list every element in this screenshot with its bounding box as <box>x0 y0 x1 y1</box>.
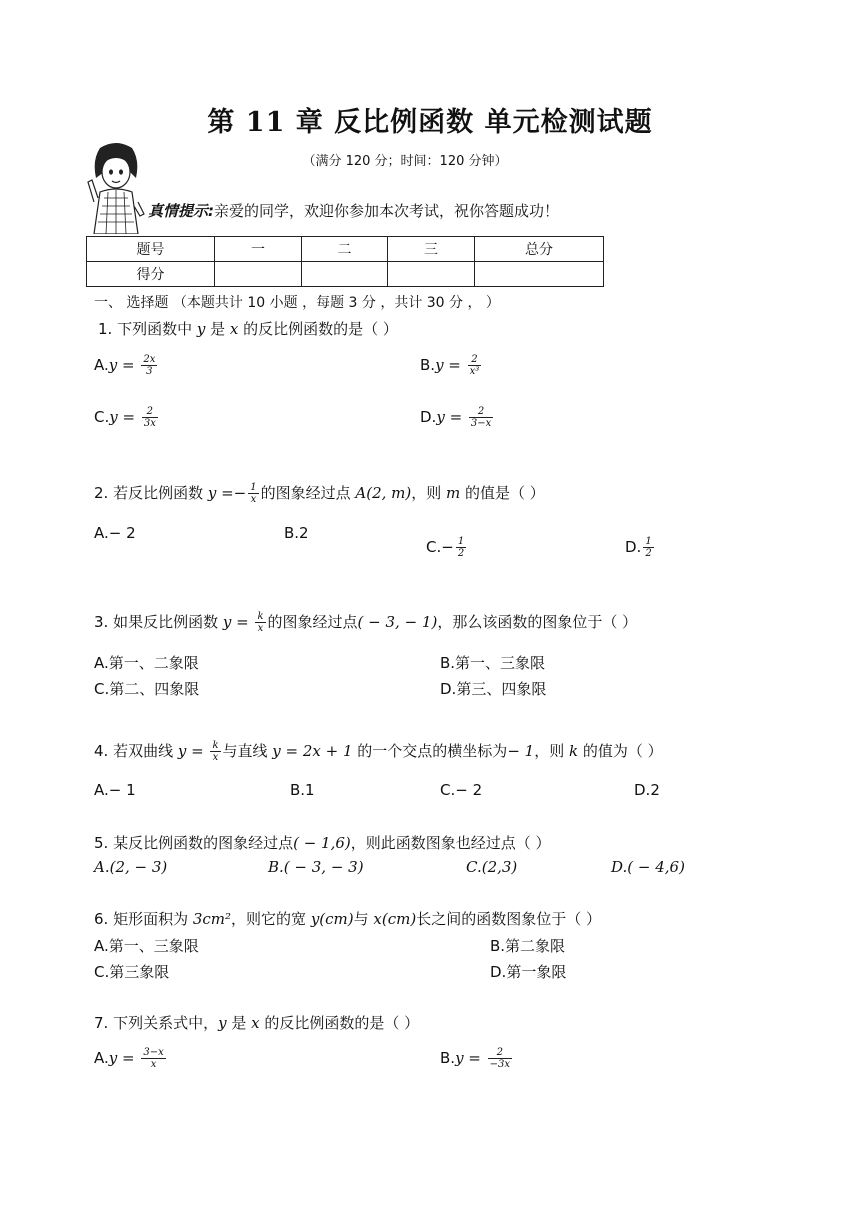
q3-text: 3. 如果反比例函数 <box>94 613 223 631</box>
q5-text: 5. 某反比例函数的图象经过点 <box>94 834 294 852</box>
q7-text: 7. 下列关系式中， <box>94 1014 219 1032</box>
q7-y: y <box>218 1014 227 1032</box>
fraction <box>248 482 258 505</box>
question-7 <box>94 1012 419 1033</box>
question-2 <box>94 482 545 505</box>
fraction <box>469 406 493 429</box>
question-5 <box>94 832 551 853</box>
q4-value: − 1 <box>507 742 535 760</box>
tip-text: 亲爱的同学，欢迎你参加本次考试，祝你答题成功！ <box>214 202 560 220</box>
q4-option-a: A.− 1 <box>94 781 136 799</box>
table-cell <box>302 262 388 287</box>
q4-text-post: 的值为（ ） <box>578 742 663 760</box>
q3-text-mid: 的图象经过点 <box>267 613 358 631</box>
q4-text: 4. 若双曲线 <box>94 742 178 760</box>
option-label: C. <box>94 408 110 426</box>
numerator: k <box>212 740 219 751</box>
denominator: 2 <box>457 548 465 559</box>
q5-option-b: B.( − 3, − 3) <box>268 858 364 876</box>
q6-text-post: 长之间的函数图象位于（ ） <box>416 910 601 928</box>
table-cell: 三 <box>388 237 475 262</box>
table-cell: 总分 <box>475 237 604 262</box>
fraction <box>488 1047 512 1070</box>
q5-option-a: A.(2, − 3) <box>94 858 168 876</box>
q6-option-b: B.第二象限 <box>490 937 566 955</box>
fraction <box>643 536 653 559</box>
tip-label: 真情提示: <box>148 202 214 220</box>
q2-option-b: B.2 <box>284 524 309 542</box>
q6-option-c: C.第三象限 <box>94 963 170 981</box>
page-subtitle: （满分 120 分；时间：120 分钟） <box>302 154 508 169</box>
q2-text-post: 的值是（ ） <box>460 484 545 502</box>
q6-option-d: D.第一象限 <box>490 963 567 981</box>
numerator: 2x <box>143 354 156 365</box>
option-lhs: y = <box>435 356 466 374</box>
table-cell <box>388 262 475 287</box>
section-heading: 一、 选择题 （本题共计 10 小题 ，每题 3 分 ，共计 30 分 ， ） <box>94 295 500 311</box>
table-cell <box>475 262 604 287</box>
q1-option-c <box>94 406 160 429</box>
q6-length: x(cm) <box>373 910 417 928</box>
denominator: 3x <box>143 418 156 429</box>
option-label: A. <box>94 1049 109 1067</box>
q3-text-post: ，那么该函数的图象位于（ ） <box>437 613 638 631</box>
q6-text: 6. 矩形面积为 <box>94 910 193 928</box>
fraction <box>255 611 265 634</box>
table-cell: 题号 <box>87 237 215 262</box>
question-1 <box>98 318 398 339</box>
denominator: x³ <box>469 366 480 377</box>
option-label: A. <box>94 356 109 374</box>
q4-text-mid: 与直线 <box>222 742 273 760</box>
q4-text-mid3: ，则 <box>534 742 569 760</box>
option-lhs: y = <box>455 1049 486 1067</box>
option-lhs: y = <box>108 356 140 374</box>
option-label: B. <box>440 1049 456 1067</box>
q3-lhs: y = <box>222 613 254 631</box>
q4-option-c: C.− 2 <box>440 781 483 799</box>
option-lhs: y = <box>108 1049 140 1067</box>
q4-line: y = 2x + 1 <box>272 742 353 760</box>
fraction <box>142 406 158 429</box>
q3-option-c: C.第二、四象限 <box>94 680 200 698</box>
q5-text-post: ，则此函数图象也经过点（ ） <box>350 834 551 852</box>
table-cell: 一 <box>215 237 302 262</box>
q5-point: ( − 1,6) <box>293 834 351 852</box>
q4-option-d: D.2 <box>634 781 660 799</box>
option-lhs: y = <box>436 408 467 426</box>
numerator: 2 <box>468 354 482 366</box>
q1-y: y <box>196 320 206 338</box>
denominator: x <box>150 1059 157 1070</box>
denominator: 2 <box>645 548 652 559</box>
q2-option-c <box>426 536 468 559</box>
question-4 <box>94 740 663 763</box>
q3-point: ( − 3, − 1) <box>357 613 438 631</box>
teacher-illustration <box>86 142 146 234</box>
denominator: x <box>212 752 219 763</box>
question-6 <box>94 908 601 929</box>
q7-text-mid: 是 <box>226 1014 252 1032</box>
q6-text-mid2: 与 <box>353 910 374 928</box>
question-3 <box>94 611 637 634</box>
q1-text-post: 的反比例函数的是（ ） <box>238 320 398 338</box>
option-label: D. <box>420 408 437 426</box>
denominator: 3 <box>146 366 153 377</box>
numerator: 2 <box>488 1047 512 1059</box>
numerator: 2 <box>469 406 493 418</box>
q7-x: x <box>251 1014 260 1032</box>
q3-option-b: B.第一、三象限 <box>440 654 546 672</box>
q3-option-d: D.第三、四象限 <box>440 680 547 698</box>
fraction <box>468 354 482 377</box>
q6-text-mid: ，则它的宽 <box>231 910 311 928</box>
denominator: x <box>257 623 264 634</box>
tip-line <box>148 200 559 221</box>
numerator: 2 <box>142 406 158 418</box>
option-lhs: y = <box>109 408 140 426</box>
table-cell: 得分 <box>87 262 215 287</box>
q2-option-a: A.− 2 <box>94 524 136 542</box>
q4-text-mid2: 的一个交点的横坐标为 <box>352 742 508 760</box>
q5-option-d: D.( − 4,6) <box>611 858 685 876</box>
numerator: 3−x <box>143 1047 164 1058</box>
q7-option-a <box>94 1047 168 1070</box>
fraction <box>456 536 466 559</box>
q1-text: 1. 下列函数中 <box>98 320 197 338</box>
q1-option-d <box>420 406 495 429</box>
numerator: 1 <box>250 482 257 493</box>
table-row <box>87 237 604 262</box>
page-title: 第 11 章 反比例函数 单元检测试题 <box>207 107 653 138</box>
fraction <box>141 1047 165 1070</box>
q5-option-c: C.(2,3) <box>466 858 518 876</box>
q1-x: x <box>229 320 239 338</box>
q6-width: y(cm) <box>310 910 354 928</box>
q2-text-mid2: ，则 <box>411 484 447 502</box>
denominator: −3x <box>489 1059 511 1070</box>
q2-text: 2. 若反比例函数 <box>94 484 208 502</box>
table-cell: 二 <box>302 237 388 262</box>
table-row <box>87 262 604 287</box>
q2-option-d <box>625 536 656 559</box>
q7-text-post: 的反比例函数的是（ ） <box>259 1014 420 1032</box>
fraction <box>210 740 220 763</box>
q1-text-mid: 是 <box>205 320 230 338</box>
numerator: 1 <box>457 536 465 547</box>
denominator: 3−x <box>470 418 492 429</box>
q1-option-a <box>94 354 159 377</box>
q2-lhs: y =− <box>207 484 247 502</box>
q6-option-a: A.第一、三象限 <box>94 937 199 955</box>
numerator: 1 <box>645 536 652 547</box>
q6-area: 3cm² <box>192 910 232 928</box>
q4-lhs: y = <box>177 742 209 760</box>
score-table <box>86 236 604 287</box>
option-label: D. <box>625 538 642 556</box>
q2-point: A(2, m) <box>355 484 412 502</box>
q3-option-a: A.第一、二象限 <box>94 654 199 672</box>
numerator: k <box>257 611 264 622</box>
option-label: B. <box>420 356 436 374</box>
q1-option-b <box>420 354 483 377</box>
option-label: C.− <box>426 538 454 556</box>
fraction <box>141 354 157 377</box>
q7-option-b <box>440 1047 514 1070</box>
denominator: x <box>250 494 257 505</box>
q2-text-mid: 的图象经过点 <box>260 484 356 502</box>
q4-option-b: B.1 <box>290 781 315 799</box>
q2-m: m <box>446 484 461 502</box>
table-cell <box>215 262 302 287</box>
q4-k: k <box>568 742 579 760</box>
